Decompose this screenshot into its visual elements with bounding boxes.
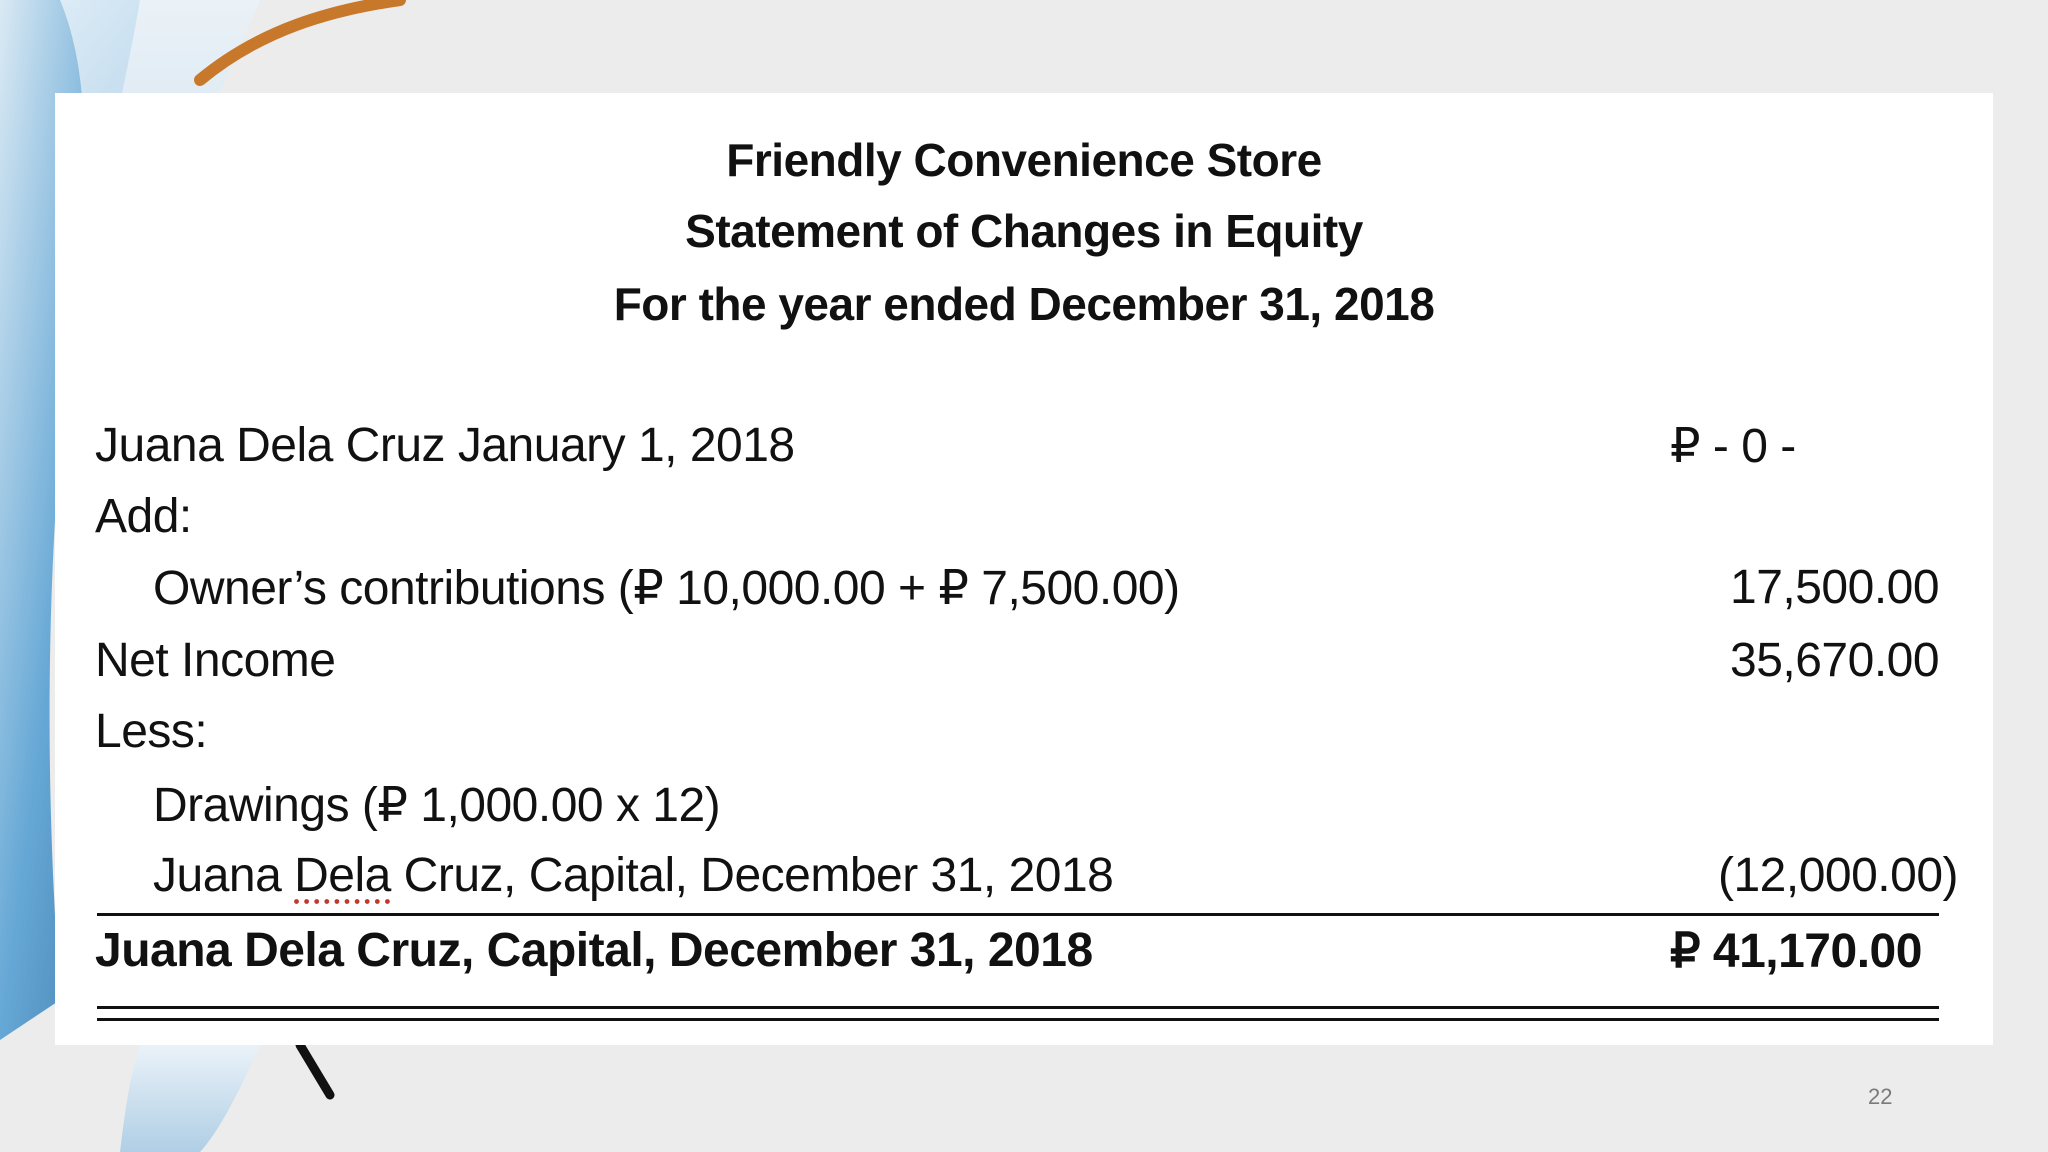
row-label: Net Income [95, 634, 336, 687]
row-drawings [55, 777, 1993, 837]
statement-card [55, 93, 1993, 1045]
row-owner-contributions [55, 560, 1993, 620]
label-part-spellcheck: Dela [294, 849, 391, 902]
row-amount: 17,500.00 [1730, 561, 1940, 614]
row-less-heading [55, 704, 1993, 764]
row-label: Owner’s contributions (₽ 10,000.00 + ₽ 7,500.00) [153, 562, 1180, 615]
total-label: Juana Dela Cruz, Capital, December 31, 2018 [95, 924, 1093, 977]
total-double-rule-top [97, 1006, 1939, 1009]
row-amount: 35,670.00 [1730, 634, 1940, 687]
company-name: Friendly Convenience Store [726, 134, 1322, 186]
statement-title: Statement of Changes in Equity [685, 205, 1363, 257]
row-amount: ₽ - 0 - [1670, 420, 1796, 473]
slide-page-number: 22 [1868, 1084, 1893, 1109]
row-label: Add: [95, 490, 192, 543]
row-label: Drawings (₽ 1,000.00 x 12) [153, 779, 721, 832]
row-capital-subline [55, 848, 1993, 908]
label-part: Juana [153, 849, 295, 902]
statement-period: For the year ended December 31, 2018 [613, 278, 1435, 330]
row-label [153, 848, 1113, 903]
black-stroke [300, 1045, 330, 1095]
row-label: Juana Dela Cruz January 1, 2018 [95, 419, 795, 472]
row-label: Less: [95, 705, 208, 758]
subtotal-rule [97, 913, 1939, 916]
feather-shape-bottom [120, 1045, 260, 1152]
total-double-rule-bottom [97, 1018, 1939, 1021]
row-add-heading [55, 489, 1993, 549]
label-part: Cruz, Capital, December 31, 2018 [390, 849, 1114, 902]
row-ending-capital-total [55, 923, 1993, 983]
row-opening-capital [55, 418, 1993, 478]
row-net-income [55, 633, 1993, 693]
total-amount: ₽ 41,170.00 [1670, 925, 1922, 978]
row-amount: (12,000.00) [1718, 849, 1959, 902]
